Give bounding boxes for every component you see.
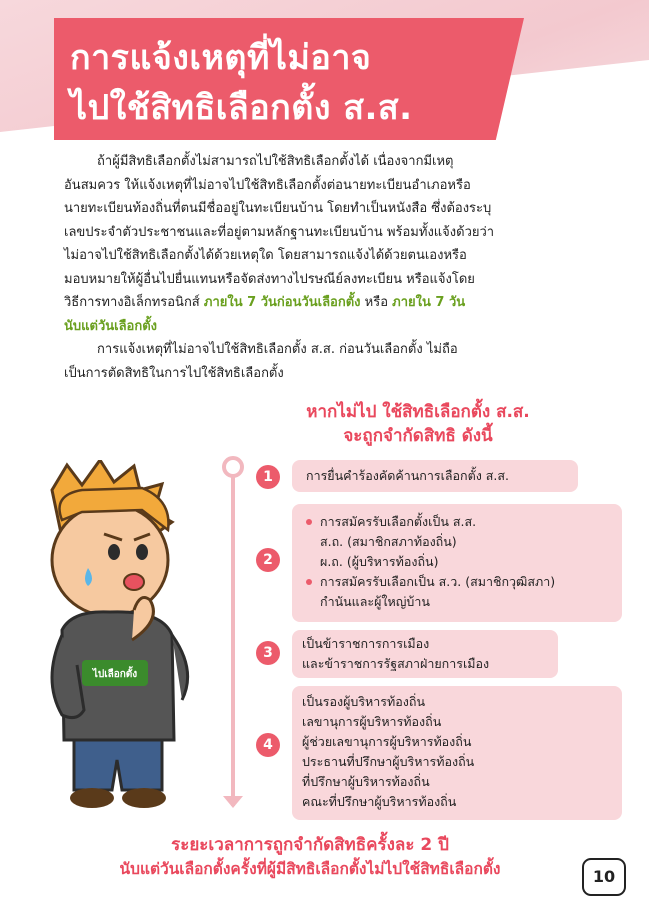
para-text: หรือ [360,295,393,310]
item-text: และข้าราชการรัฐสภาฝ่ายการเมือง [302,656,490,671]
shirt-text: ไปเลือกตั้ง [92,669,138,680]
item-text: เลขานุการผู้บริหารท้องถิ่น [302,714,442,729]
restriction-item-3 [292,630,558,678]
restriction-item-2 [292,504,622,622]
para-line: อันสมควร ให้แจ้งเหตุที่ไม่อาจไปใช้สิทธิเลือกตั้งต่อนายทะเบียนอำเภอหรือ [64,177,471,193]
item-text: คณะที่ปรึกษาผู้บริหารท้องถิ่น [302,794,457,809]
item-text: ผ.ถ. (ผู้บริหารท้องถิ่น) [320,554,439,569]
item-text: เป็นข้าราชการการเมือง [302,636,430,651]
item-text: ประธานที่ปรึกษาผู้บริหารท้องถิ่น [302,754,475,769]
para-line [64,291,578,315]
bullet-dot-icon [306,519,312,525]
bullet-item [298,572,616,612]
item-number-3: 3 [256,641,280,665]
item-text: การสมัครรับเลือกตั้งเป็น ส.ส. [320,514,477,529]
deadline-before-highlight: ภายใน 7 วันก่อนวันเลือกตั้ง [203,295,361,310]
para-line: ถ้าผู้มีสิทธิเลือกตั้งไม่สามารถไปใช้สิทธิเลือกตั้งได้ เนื่องจากมีเหตุ [64,154,454,169]
footer-line-2: นับแต่วันเลือกตั้งครั้งที่ผู้มีสิทธิเลือกตั้งไม่ไปใช้สิทธิเลือกตั้ง [119,860,501,878]
item-text: ส.ถ. (สมาชิกสภาท้องถิ่น) [320,534,457,549]
restriction-title-1: หากไม่ไป ใช้สิทธิเลือกตั้ง ส.ส. [306,402,530,422]
para-text: วิธีการทางอิเล็กทรอนิกส์ [64,295,204,310]
item-text: กำนันและผู้ใหญ่บ้าน [320,594,430,609]
deadline-after-highlight: ภายใน 7 วัน [392,295,466,310]
bullet-item [298,512,616,572]
item-number-1: 1 [256,465,280,489]
para-line: นายทะเบียนท้องถิ่นที่ตนมีชื่ออยู่ในทะเบียนบ้าน โดยทำเป็นหนังสือ ซึ่งต้องระบุ [64,201,492,216]
item-number-2: 2 [256,548,280,572]
item-number-4: 4 [256,733,280,757]
worried-character-illustration [22,460,212,820]
footer-line-1: ระยะเวลาการถูกจำกัดสิทธิครั้งละ 2 ปี [171,835,449,855]
timeline-line [231,466,235,806]
para-line: มอบหมายให้ผู้อื่นไปยื่นแทนหรือจัดส่งทางไปรษณีย์ลงทะเบียน หรือแจ้งโดย [64,271,475,287]
timeline-arrow [223,796,243,808]
item-text: เป็นรองผู้บริหารท้องถิ่น [302,694,425,709]
item-text: ที่ปรึกษาผู้บริหารท้องถิ่น [302,774,430,789]
timeline-start-dot [222,456,244,478]
restriction-title-2: จะถูกจำกัดสิทธิ ดังนี้ [343,426,493,446]
bullet-dot-icon [306,579,312,585]
item-text: การยื่นคำร้องคัดค้านการเลือกตั้ง ส.ส. [306,468,509,483]
para2-line: เป็นการตัดสิทธิในการไปใช้สิทธิเลือกตั้ง [64,365,284,381]
intro-paragraph [64,150,578,385]
item-text: ผู้ช่วยเลขานุการผู้บริหารท้องถิ่น [302,734,472,749]
para-line: ไม่อาจไปใช้สิทธิเลือกตั้งได้ด้วยเหตุใด โดยสามารถแจ้งได้ด้วยตนเองหรือ [64,248,467,263]
para-line: เลขประจำตัวประชาชนและที่อยู่ตามหลักฐานทะเบียนบ้าน พร้อมทั้งแจ้งด้วยว่า [64,224,495,240]
deadline-after-highlight-cont: นับแต่วันเลือกตั้ง [64,318,158,334]
para2-line: การแจ้งเหตุที่ไม่อาจไปใช้สิทธิเลือกตั้ง ส.ส. ก่อนวันเลือกตั้ง ไม่ถือ [64,342,458,357]
restriction-item-1 [292,460,578,492]
item-text: การสมัครรับเลือกเป็น ส.ว. (สมาชิกวุฒิสภา) [320,574,556,589]
page-number: 10 [582,858,626,896]
restriction-item-4 [292,686,622,820]
page-title-line-1: การแจ้งเหตุที่ไม่อาจ [70,38,372,78]
page-title-line-2: ไปใช้สิทธิเลือกตั้ง ส.ส. [70,88,413,128]
